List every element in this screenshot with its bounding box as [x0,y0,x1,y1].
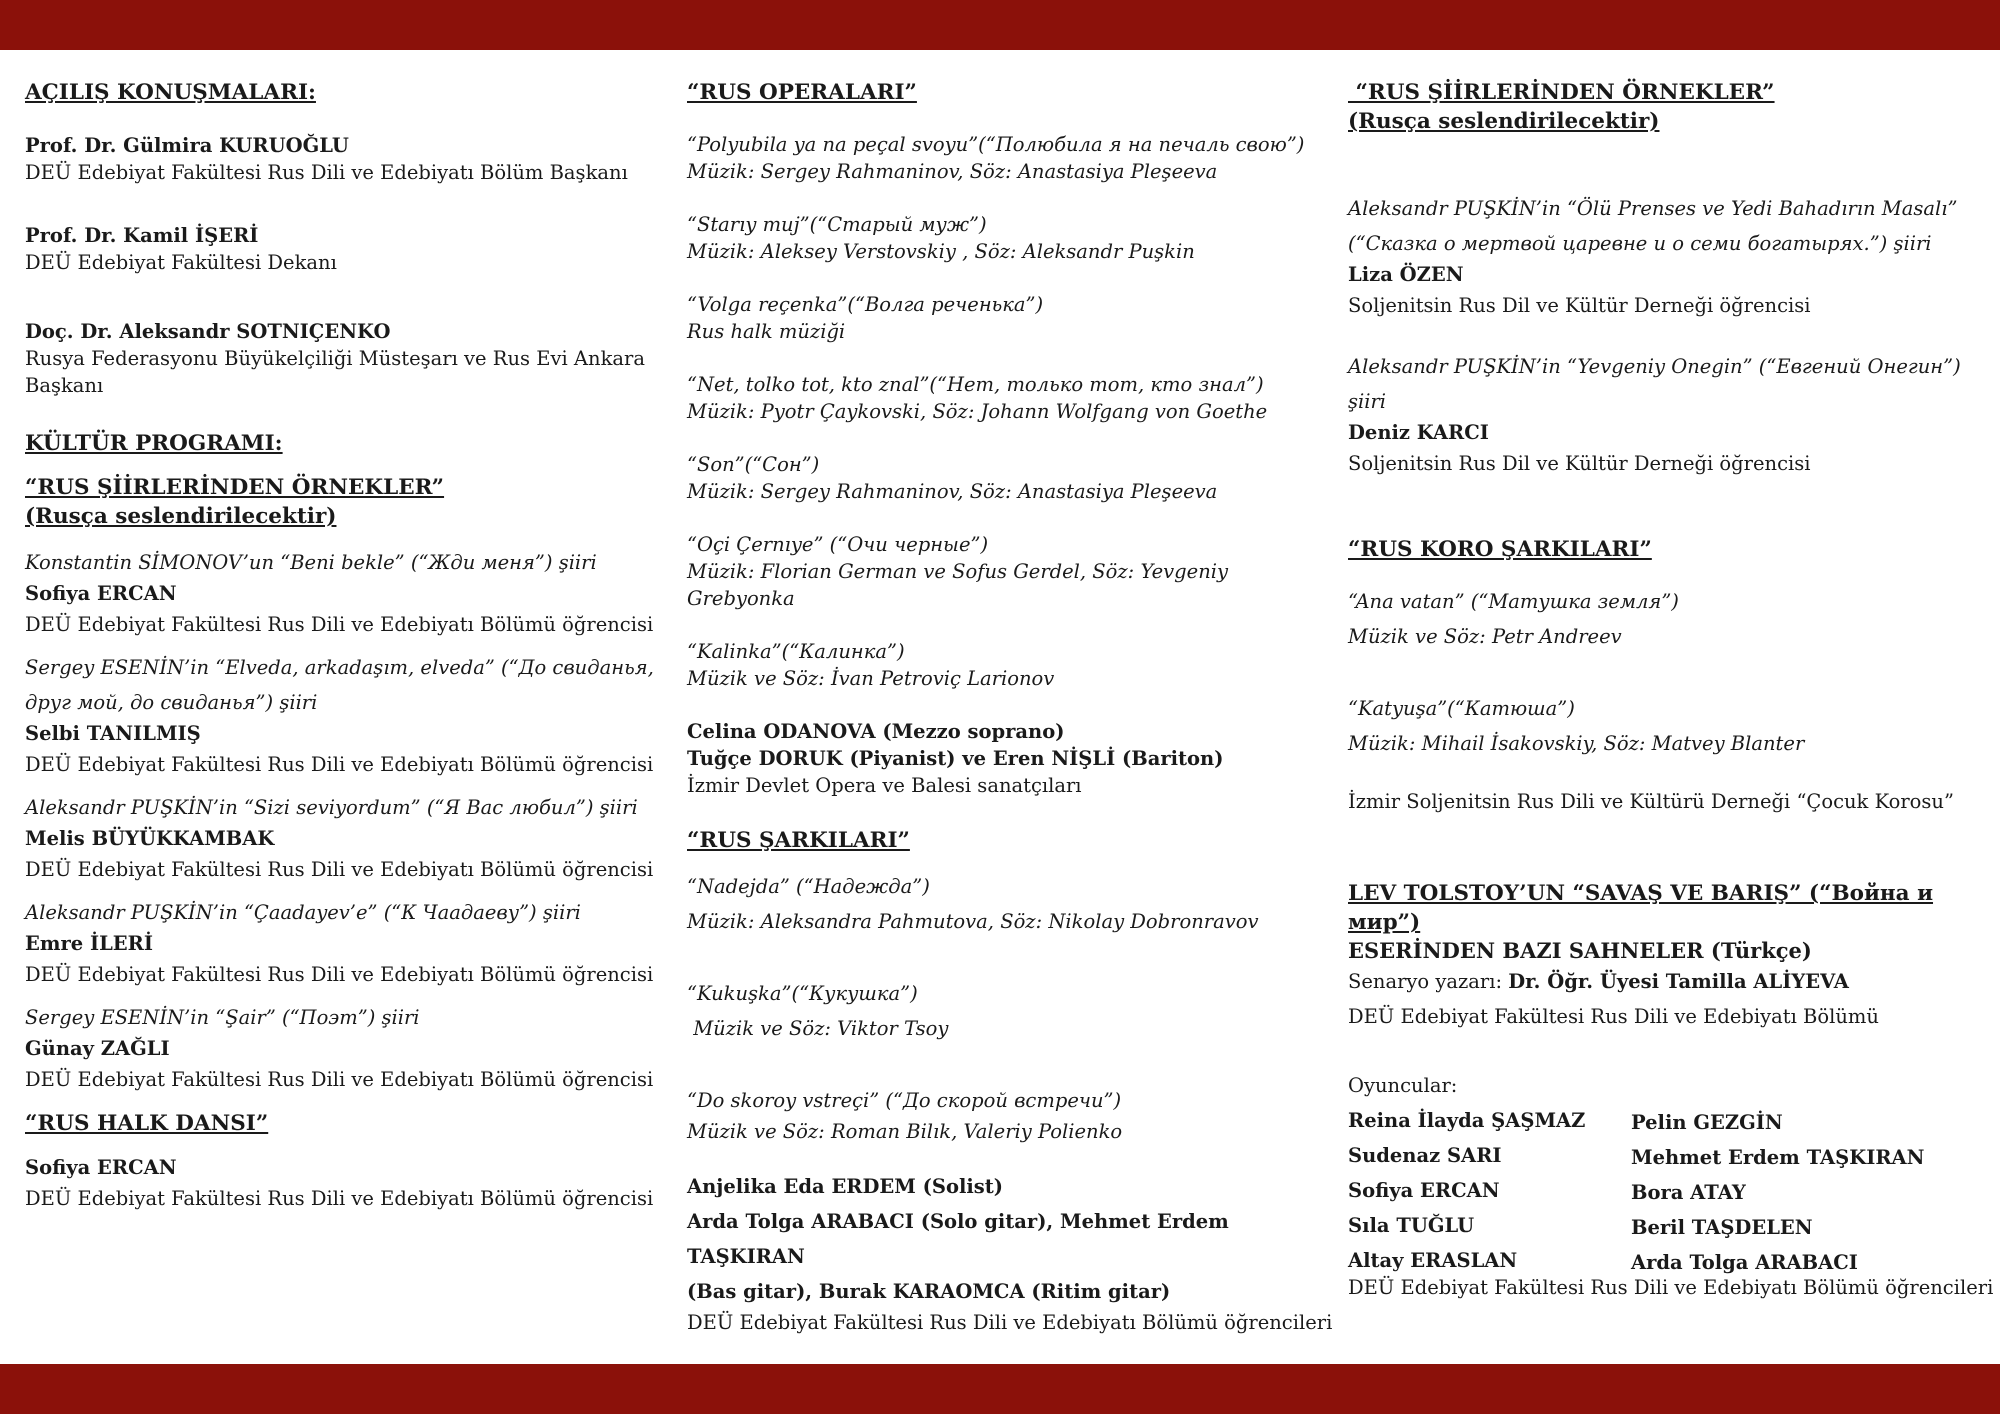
speaker-title: DEÜ Edebiyat Fakültesi Dekanı [25,251,337,274]
poem-block [25,790,665,883]
cast-member: Altay ERASLAN [1348,1249,1518,1272]
poem-title: Aleksandr PUŞKİN’in “Yevgeniy Onegin” (“Евгений Онегин”) şiiri [1348,355,1961,413]
speaker-name: Doç. Dr. Aleksandr SOTNIÇENKO [25,320,391,343]
song-performer-affiliation: DEÜ Edebiyat Fakültesi Rus Dili ve Edebiyatı Bölümü öğrencileri [687,1311,1333,1334]
speaker-block [25,318,665,399]
cast-member: Bora ATAY [1631,1181,1746,1204]
speaker-block [25,222,665,276]
song-performers [687,1169,1337,1336]
russian-operas-heading: “RUS OPERALARI” [687,80,917,105]
poem-title: Aleksandr PUŞKİN’in “Sizi seviyordum” (“Я Вас любил”) şiiri [25,796,638,819]
song-item [687,976,1337,1046]
choir-performer: İzmir Soljenitsin Rus Dili ve Kültürü Derneği “Çocuk Korosu” [1348,790,1954,813]
opera-title: “Oçi Çernıye” (“Очи черные”) [687,533,989,556]
opera-title: “Son”(“Сон”) [687,453,820,476]
song-title: “Nadejda” (“Надежда”) [687,875,930,898]
opera-title: “Polyubila ya na peçal svoyu”(“Полюбила я на печаль свою”) [687,133,1305,156]
opera-item [687,291,1337,345]
song-credit: Müzik ve Söz: Roman Bilık, Valeriy Polienko [687,1120,1123,1143]
choir-song-title: “Katyuşa”(“Катюша”) [1348,697,1575,720]
column-opening-and-poems [25,78,665,1212]
dance-performer: Sofiya ERCAN [25,1156,177,1179]
poem-title: Aleksandr PUŞKİN’in “Çaadayev’e” (“К Чаадаеву”) şiiri [25,901,581,924]
cast-affiliation: DEÜ Edebiyat Fakültesi Rus Dili ve Edebiyatı Bölümü öğrencileri [1348,1276,1994,1299]
poem-performer-affiliation: Soljenitsin Rus Dil ve Kültür Derneği öğrencisi [1348,294,1811,317]
speaker-title: Başkanı [25,374,104,397]
poem-title: Sergey ESENİN’in “Elveda, arkadaşım, elveda” (“До свиданья, [25,656,654,679]
opera-credit: Müzik: Sergey Rahmaninov, Söz: Anastasiya Pleşeeva [687,480,1218,503]
poem-performer: Deniz KARCI [1348,421,1489,444]
bottom-color-band [0,1364,2000,1414]
screenwriter-label: Senaryo yazarı: [1348,970,1509,993]
screenwriter-affiliation: DEÜ Edebiyat Fakültesi Rus Dili ve Edebiyatı Bölümü [1348,1005,1879,1028]
poem-performer-affiliation: DEÜ Edebiyat Fakültesi Rus Dili ve Edebiyatı Bölümü öğrencisi [25,963,654,986]
song-performer-line: Anjelika Eda ERDEM (Solist) [687,1175,1003,1198]
russian-poems-heading: “RUS ŞİİRLERİNDEN ÖRNEKLER” [1348,80,1775,105]
play-subheading: ESERİNDEN BAZI SAHNELER (Türkçe) [1348,938,1812,963]
poem-block [1348,349,1988,477]
choir-song-credit: Müzik ve Söz: Petr Andreev [1348,625,1622,648]
cast-label: Oyuncular: [1348,1074,1458,1097]
poem-performer: Emre İLERİ [25,932,153,955]
russian-poems-subheading: (Rusça seslendirilecektir) [1348,109,1660,134]
poem-performer-affiliation: DEÜ Edebiyat Fakültesi Rus Dili ve Edebiyatı Bölümü öğrencisi [25,1068,654,1091]
opera-credit: Müzik: Sergey Rahmaninov, Söz: Anastasiya Pleşeeva [687,160,1218,183]
opera-performer-line: Celina ODANOVA (Mezzo soprano) [687,720,1065,743]
poem-performer: Melis BÜYÜKKAMBAK [25,827,275,850]
opera-performers [687,718,1337,799]
play-heading: LEV TOLSTOY’UN “SAVAŞ VE BARIŞ” (“Война и мир”) [1348,881,1934,935]
cast-member: Beril TAŞDELEN [1631,1216,1813,1239]
poem-performer: Selbi TANILMIŞ [25,722,201,745]
top-color-band [0,0,2000,50]
opera-item [687,531,1337,612]
opera-performer-line: Tuğçe DORUK (Piyanist) ve Eren NİŞLİ (Bariton) [687,747,1224,770]
opera-item [687,371,1337,425]
opera-credit: Müzik: Florian German ve Sofus Gerdel, Söz: Yevgeniy Grebyonka [687,560,1229,610]
russian-poems-subheading: (Rusça seslendirilecektir) [25,504,337,529]
column-operas-and-songs [687,78,1337,1336]
speaker-name: Prof. Dr. Gülmira KURUOĞLU [25,134,349,157]
opera-title: “Net, tolko tot, kto znal”(“Нет, только тот, кто знал”) [687,373,1264,396]
opera-title: “Volga reçenka”(“Волга реченька”) [687,293,1044,316]
russian-poems-heading: “RUS ŞİİRLERİNDEN ÖRNEKLER” [25,475,445,500]
screenwriter-name: Dr. Öğr. Üyesi Tamilla ALİYEVA [1508,970,1849,993]
choir-song-item [1348,691,1988,761]
cast-member: Arda Tolga ARABACI [1631,1251,1858,1274]
russian-songs-heading: “RUS ŞARKILARI” [687,828,910,853]
cast-member: Sofiya ERCAN [1348,1179,1500,1202]
poem-block [25,895,665,988]
poem-performer: Sofiya ERCAN [25,582,177,605]
dance-performer-affiliation: DEÜ Edebiyat Fakültesi Rus Dili ve Edebiyatı Bölümü öğrencisi [25,1187,654,1210]
poem-performer: Günay ZAĞLI [25,1037,170,1060]
cast-list [1348,1103,1988,1280]
poem-title: друг мой, до свиданья”) şiiri [25,691,318,714]
choir-song-item [1348,584,1988,654]
opera-title: “Starıy muj”(“Старый муж”) [687,213,987,236]
folk-dance-heading: “RUS HALK DANSI” [25,1111,269,1136]
poem-title: Aleksandr PUŞKİN’in “Ölü Prenses ve Yedi Bahadırın Masalı” [1348,197,1958,220]
poem-block [25,1000,665,1093]
cast-member: Sudenaz SARI [1348,1144,1502,1167]
culture-program-heading: KÜLTÜR PROGRAMI: [25,431,283,456]
opera-title: “Kalinka”(“Калинка”) [687,640,905,663]
choir-songs-heading: “RUS KORO ŞARKILARI” [1348,537,1652,562]
song-title: “Kukuşka”(“Кукушка”) [687,982,918,1005]
poem-title: Sergey ESENİN’in “Şair” (“Поэт”) şiiri [25,1006,420,1029]
song-title: “Do skoroy vstreçi” (“До скорой встречи”) [687,1089,1122,1112]
poem-title: (“Сказка о мертвой царевне и о семи богатырях.”) şiiri [1348,232,1932,255]
opera-item [687,451,1337,505]
cast-column-left [1348,1103,1631,1280]
song-credit: Müzik: Aleksandra Pahmutova, Söz: Nikolay Dobronravov [687,910,1259,933]
cast-member: Mehmet Erdem TAŞKIRAN [1631,1146,1925,1169]
cast-member: Sıla TUĞLU [1348,1214,1475,1237]
speaker-name: Prof. Dr. Kamil İŞERİ [25,224,259,247]
opening-speeches-heading: AÇILIŞ KONUŞMALARI: [25,80,316,105]
poem-performer-affiliation: Soljenitsin Rus Dil ve Kültür Derneği öğrencisi [1348,452,1811,475]
speaker-title: Rusya Federasyonu Büyükelçiliği Müsteşarı ve Rus Evi Ankara [25,347,645,370]
poem-block [25,545,665,638]
speaker-title: DEÜ Edebiyat Fakültesi Rus Dili ve Edebiyatı Bölüm Başkanı [25,161,628,184]
opera-credit: Müzik: Pyotr Çaykovski, Söz: Johann Wolfgang von Goethe [687,400,1268,423]
cast-member: Pelin GEZGİN [1631,1111,1783,1134]
song-credit: Müzik ve Söz: Viktor Tsoy [687,1017,949,1040]
song-item [687,869,1337,939]
opera-item [687,638,1337,692]
poem-block [25,650,665,778]
poem-performer-affiliation: DEÜ Edebiyat Fakültesi Rus Dili ve Edebiyatı Bölümü öğrencisi [25,858,654,881]
cast-member: Reina İlayda ŞAŞMAZ [1348,1109,1586,1132]
song-performer-line: Arda Tolga ARABACI (Solo gitar), Mehmet Erdem TAŞKIRAN [687,1210,1229,1268]
opera-credit: Müzik ve Söz: İvan Petroviç Larionov [687,667,1055,690]
dance-block [25,1154,665,1212]
opera-credit: Rus halk müziği [687,320,846,343]
poem-performer-affiliation: DEÜ Edebiyat Fakültesi Rus Dili ve Edebiyatı Bölümü öğrencisi [25,753,654,776]
poem-title: Konstantin SİMONOV’un “Beni bekle” (“Жди меня”) şiiri [25,551,597,574]
poem-performer: Liza ÖZEN [1348,263,1464,286]
screenwriter-line [1348,964,1988,999]
cast-column-right [1631,1103,1971,1280]
opera-performer-affiliation: İzmir Devlet Opera ve Balesi sanatçıları [687,774,1082,797]
song-performer-line: (Bas gitar), Burak KARAOMCA (Ritim gitar) [687,1280,1171,1303]
song-item [687,1083,1337,1145]
opera-item [687,211,1337,265]
poem-performer-affiliation: DEÜ Edebiyat Fakültesi Rus Dili ve Edebiyatı Bölümü öğrencisi [25,613,654,636]
speaker-block [25,132,665,186]
column-poems-choir-play [1348,78,1994,1301]
poem-block [1348,191,1988,319]
opera-item [687,131,1337,185]
opera-credit: Müzik: Aleksey Verstovskiy , Söz: Aleksandr Puşkin [687,240,1195,263]
choir-song-title: “Ana vatan” (“Матушка земля”) [1348,590,1679,613]
choir-song-credit: Müzik: Mihail İsakovskiy, Söz: Matvey Blanter [1348,732,1805,755]
